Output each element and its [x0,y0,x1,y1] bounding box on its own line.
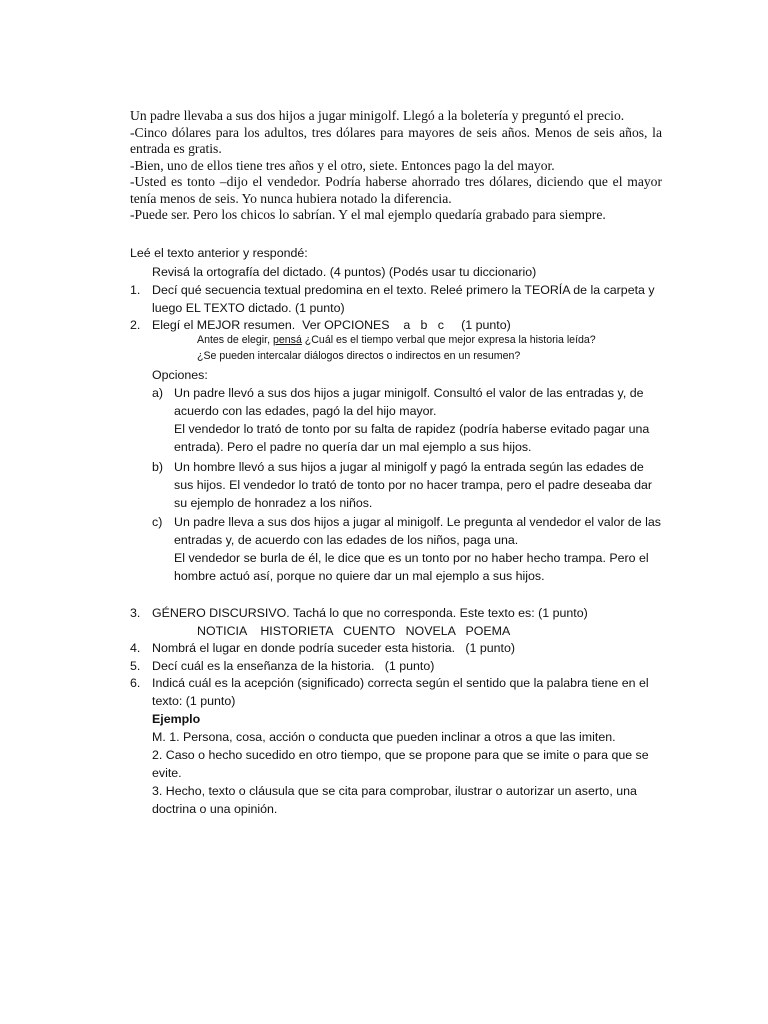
option-a-paragraph: Un padre llevó a sus dos hijos a jugar minigolf. Consultó el valor de las entradas y, de acuerdo con las edades, pagó la del hijo mayor. [174,386,644,418]
definition-word: Ejemplo [152,712,201,726]
instructions-intro: Leé el texto anterior y respondé: [130,246,308,260]
question-2-hint-1: Antes de elegir, pensá ¿Cuál es el tiempo verbal que mejor expresa la historia leída? [197,334,596,346]
question-2-number: 2. [130,318,141,332]
question-1-text: Decí qué secuencia textual predomina en el texto. Releé primero la TEORÍA de la carpeta y luego EL TEXTO dictado. (1 punto) [152,283,655,315]
definition-1: M. 1. Persona, cosa, acción o conducta que pueden inclinar a otros a que las imiten. [152,730,616,744]
option-c-letter: c) [152,515,163,529]
story-line: Un padre llevaba a sus dos hijos a jugar minigolf. Llegó a la boletería y preguntó el precio. [130,108,625,123]
question-5-number: 5. [130,659,141,673]
question-4-number: 4. [130,641,141,655]
options-label: Opciones: [152,368,208,382]
option-a-text [174,384,664,456]
story-line: -Bien, uno de ellos tiene tres años y el otro, siete. Entonces pago la del mayor. [130,157,555,173]
question-4-text: Nombrá el lugar en donde podría suceder esta historia. (1 punto) [152,641,515,655]
question-2-hint-2: ¿Se pueden intercalar diálogos directos o indirectos en un resumen? [197,350,521,362]
option-c-paragraph: Un padre lleva a sus dos hijos a jugar al minigolf. Le pregunta al vendedor el valor de las entradas y, de acuerdo con las edades de los niños, paga una. [174,515,661,547]
story-line: -Cinco dólares para los adultos, tres dólares para mayores de seis años. Menos de seis años, la entrada es gratis. [130,124,662,156]
story-line: -Puede ser. Pero los chicos lo sabrían. Y el mal ejemplo quedaría grabado para siempre. [130,207,606,222]
option-c-paragraph: El vendedor se burla de él, le dice que es un tonto por no haber hecho trampa. Pero el hombre actuó así, porque no quiere dar un mal ejemplo a sus hijos. [174,551,649,583]
question-3-number: 3. [130,606,141,620]
question-3-text: GÉNERO DISCURSIVO. Tachá lo que no corresponda. Este texto es: (1 punto) [152,606,588,620]
revise-instruction: Revisá la ortografía del dictado. (4 puntos) (Podés usar tu diccionario) [152,265,537,279]
question-6-text: Indicá cuál es la acepción (significado) correcta según el sentido que la palabra tiene en el texto: (1 punto) [152,676,649,708]
option-a-letter: a) [152,386,164,400]
option-b-text: Un hombre llevó a sus hijos a jugar al minigolf y pagó la entrada según las edades de sus hijos. El vendedor lo trató de tonto por no hacer trampa, pero el padre deseaba dar su ejemplo de honradez a los niños. [174,460,653,510]
question-6-number: 6. [130,676,141,690]
question-1-number: 1. [130,283,141,297]
story-text [130,108,662,224]
definition-3: 3. Hecho, texto o cláusula que se cita para comprobar, ilustrar o autorizar un aserto, una doctrina o una opinión. [152,784,637,816]
definition-2: 2. Caso o hecho sucedido en otro tiempo, que se propone para que se imite o para que se evite. [152,748,649,780]
question-6-block [152,674,664,818]
option-b-letter: b) [152,460,164,474]
option-a-paragraph: El vendedor lo trató de tonto por su falta de rapidez (podría haberse evitado pagar una entrada). Pero el padre no quería dar un mal ejemplo a sus hijos. [174,422,650,454]
question-5-text: Decí cuál es la enseñanza de la historia. (1 punto) [152,659,435,673]
question-2-text: Elegí el MEJOR resumen. Ver OPCIONES a b c (1 punto) [152,318,511,332]
genre-options: NOTICIA HISTORIETA CUENTO NOVELA POEMA [197,624,511,638]
option-c-text [174,513,664,585]
story-line: -Usted es tonto –dijo el vendedor. Podría haberse ahorrado tres dólares, diciendo que el mayor tenía menos de seis. Yo nunca hubiera notado la diferencia. [130,174,662,206]
